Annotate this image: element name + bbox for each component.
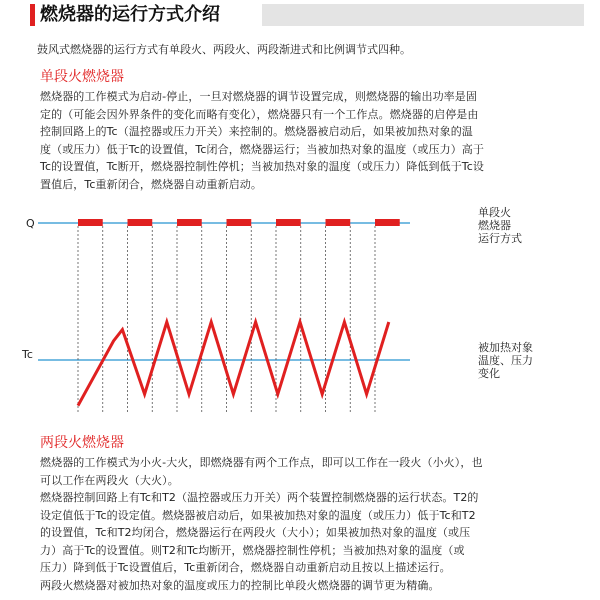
section1-title: 单段火燃烧器 — [40, 69, 124, 85]
section2-line: 的设置值，Tc和T2均闭合，燃烧器运行在两段火（大小）；如果被加热对象的温度（或压 — [40, 526, 471, 539]
section2-line: 力）高于Tc的设置值。则T2和Tc均断开，燃烧器控制性停机；当被加热对象的温度（或 — [40, 543, 465, 557]
section2-line: 燃烧器的工作模式为小火-大火，即燃烧器有两个工作点，即可以工作在一段火（小火），也 — [40, 456, 483, 469]
legend-bottom-line2: 温度、压力 — [478, 354, 533, 367]
q-on-segment — [375, 219, 400, 226]
section1-line: 定的（可能会因外界条件的变化而略有变化），燃烧器只有一个工作点。燃烧器的启停是由 — [40, 107, 479, 121]
section2-title: 两段火燃烧器 — [40, 435, 124, 451]
legend-top-line2: 燃烧器 — [478, 219, 511, 232]
tc-axis-label: Tc — [22, 348, 33, 361]
page-title: 燃烧器的运行方式介绍 — [40, 4, 220, 25]
section1-line: 控制回路上的Tc（温控器或压力开关）来控制的。燃烧器被启动后，如果被加热对象的温 — [40, 125, 473, 138]
temperature-curve — [78, 322, 389, 406]
vertical-guides — [78, 226, 375, 413]
section2-line: 两段火燃烧器对被加热对象的温度或压力的控制比单段火燃烧器的调节更为精确。 — [40, 578, 440, 592]
q-on-segment — [326, 219, 351, 226]
q-on-segment — [177, 219, 202, 226]
header-divider-bar — [262, 4, 584, 26]
section1-line: 度（或压力）低于Tc的设置值，Tc闭合，燃烧器运行；当被加热对象的温度（或压力）高于 — [40, 142, 484, 156]
legend-bottom-line3: 变化 — [478, 367, 500, 380]
page-header — [0, 0, 600, 30]
section1-line: Tc的设置值，Tc断开，燃烧器控制性停机；当被加热对象的温度（或压力）降低到低于Tc设 — [40, 160, 484, 173]
section2-line: 可以工作在两段火（大火）。 — [40, 473, 179, 487]
section1-line: 燃烧器的工作模式为启动-停止，一旦对燃烧器的调节设置完成，则燃烧器的输出功率是固 — [40, 90, 477, 103]
q-on-segment — [128, 219, 153, 226]
header-accent-bar — [30, 4, 35, 26]
section2-line: 燃烧器控制回路上有Tc和T2（温控器或压力开关）两个装置控制燃烧器的运行状态。T2的 — [40, 491, 479, 504]
section2-line: 设定值低于Tc的设定值。燃烧器被启动后，如果被加热对象的温度（或压力）低于Tc和T2 — [40, 508, 476, 522]
q-on-segment — [227, 219, 252, 226]
section2-body — [40, 454, 560, 594]
legend-bottom-line1: 被加热对象 — [478, 341, 533, 354]
legend-top-line1: 单段火 — [478, 206, 511, 219]
section2-line: 压力）降到低于Tc设置值后，Tc重新闭合，燃烧器自动重新启动且按以上描述运行。 — [40, 561, 451, 574]
q-on-segment — [276, 219, 301, 226]
q-on-segment — [78, 219, 103, 226]
section1-line: 置值后，Tc重新闭合，燃烧器自动重新启动。 — [40, 177, 262, 191]
section1-body — [40, 88, 560, 193]
intro-text: 鼓风式燃烧器的运行方式有单段火、两段火、两段渐进式和比例调节式四种。 — [37, 43, 411, 56]
operation-chart — [0, 198, 600, 428]
q-axis-label: Q — [26, 217, 35, 230]
legend-top-line3: 运行方式 — [478, 232, 522, 245]
